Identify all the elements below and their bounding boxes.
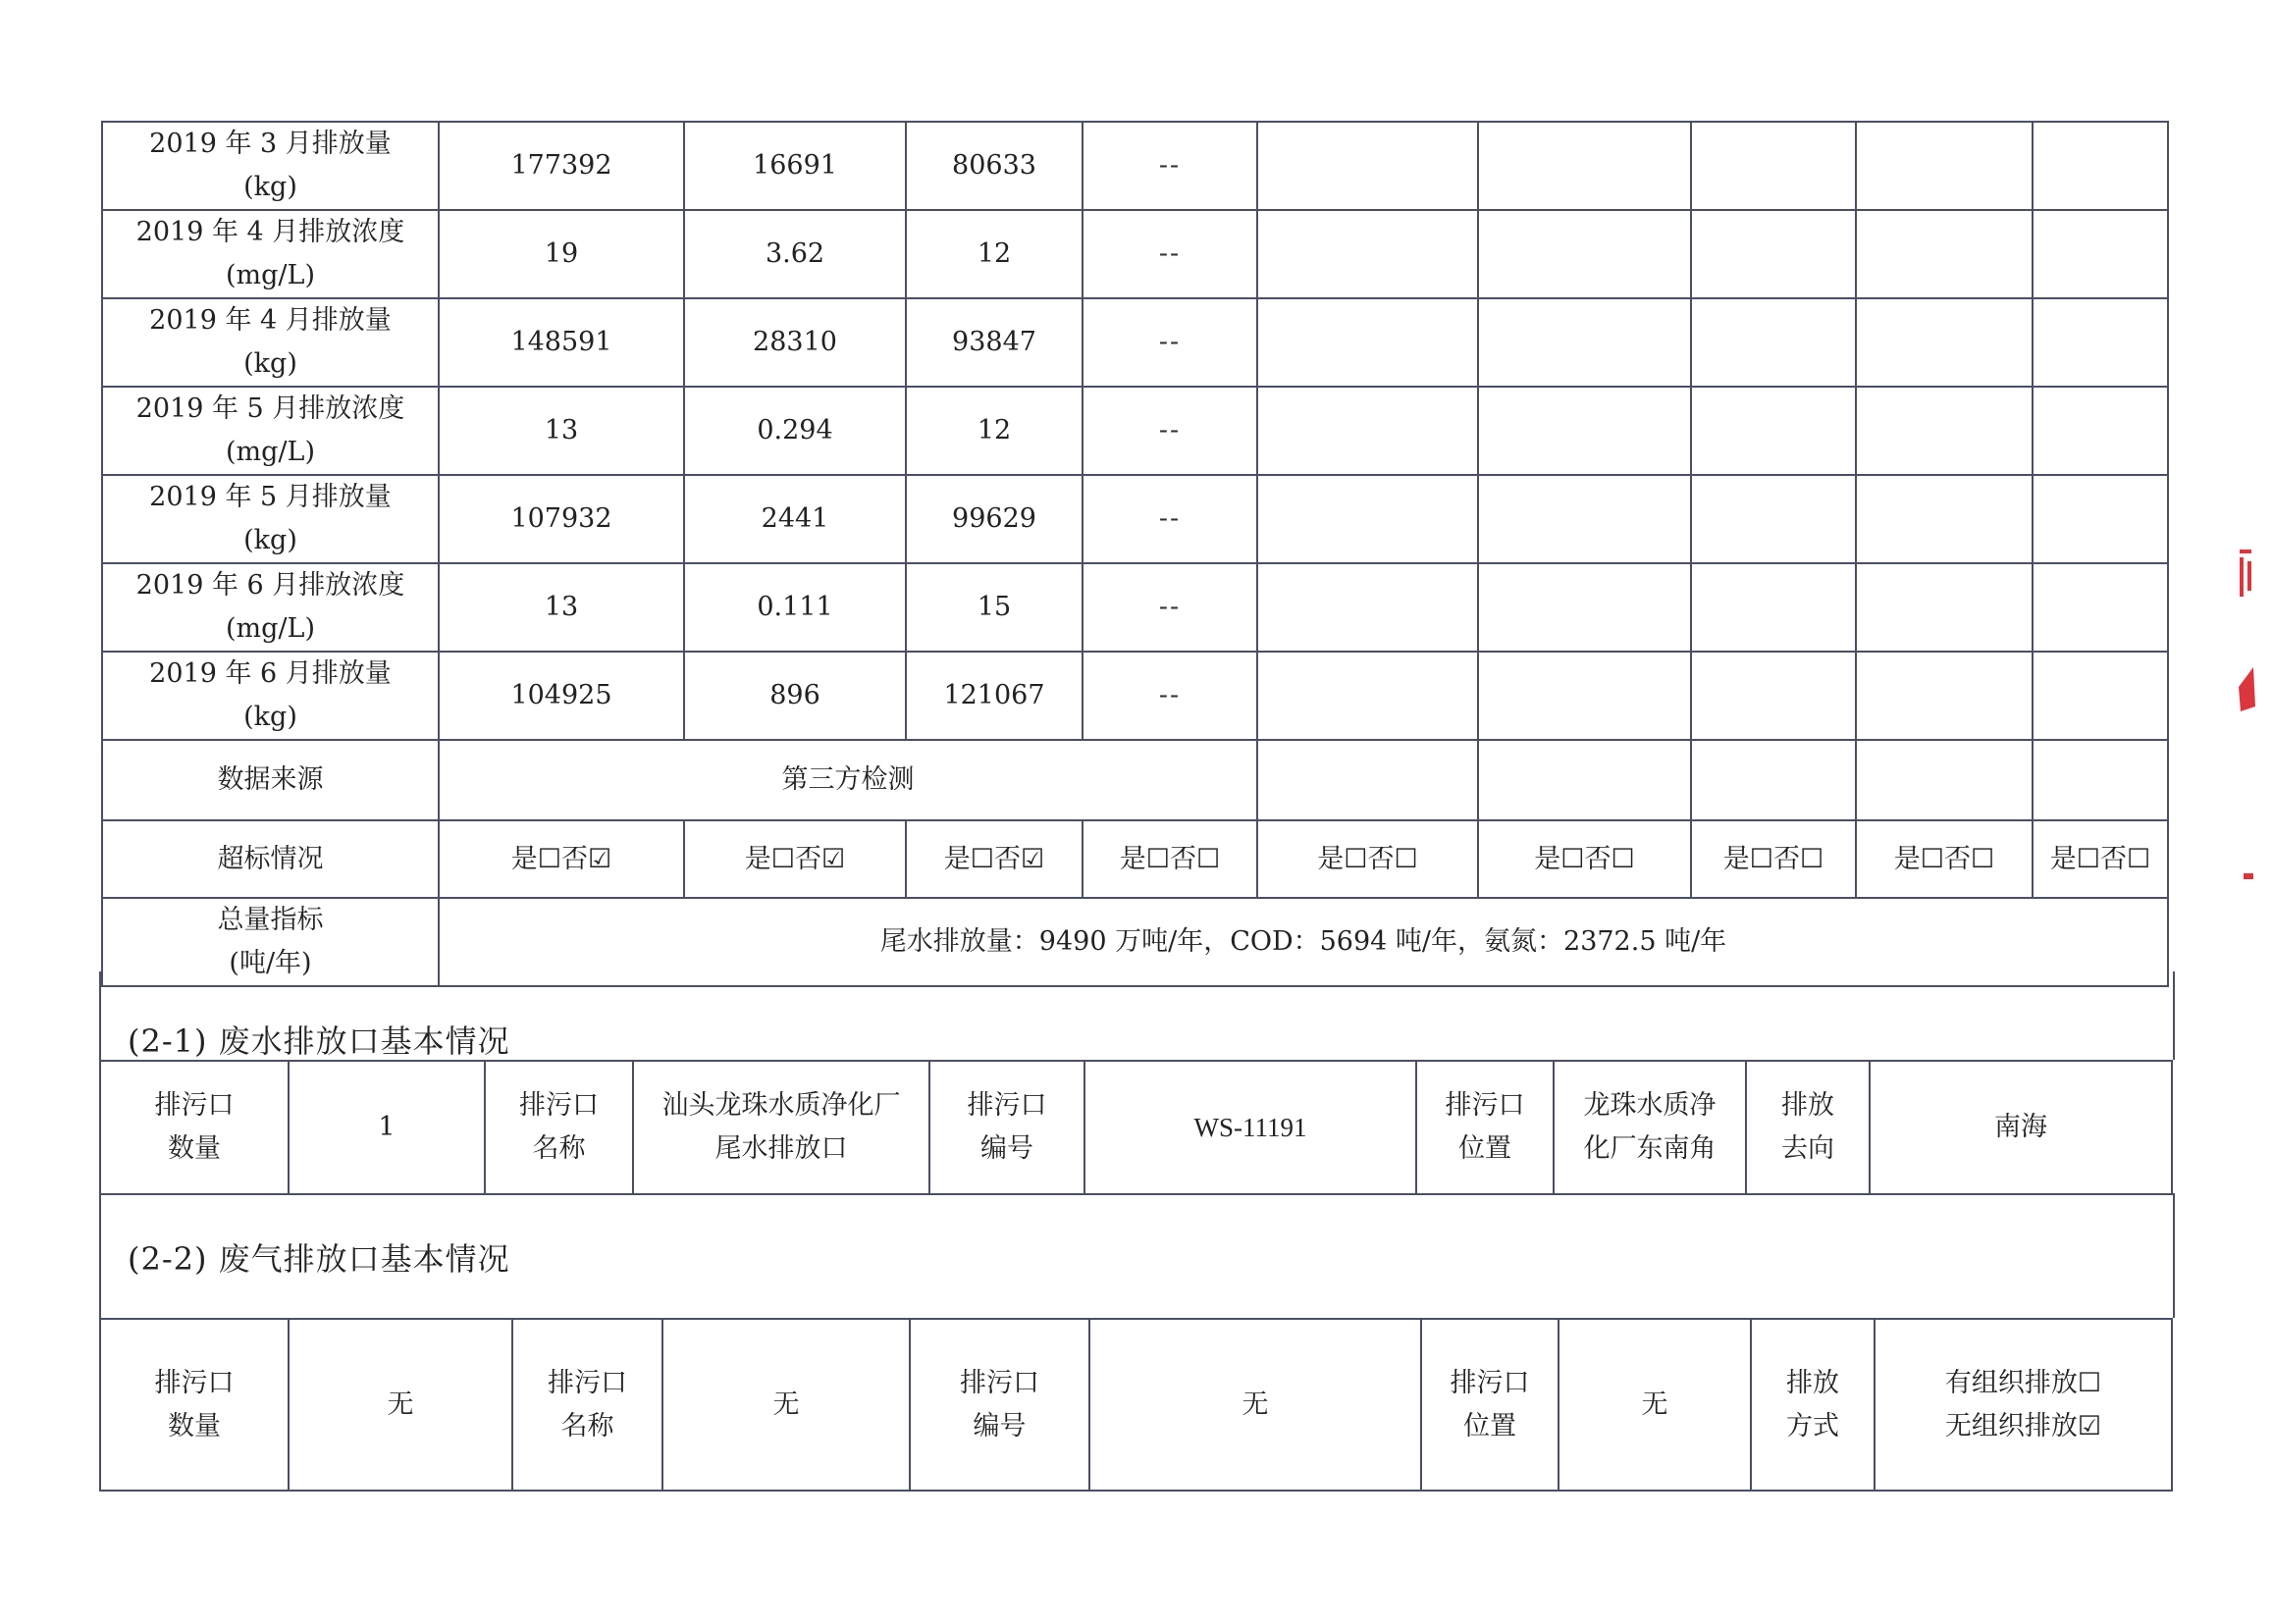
- data-source-value: 第三方检测: [439, 740, 1257, 820]
- emission-row: [102, 387, 2168, 475]
- exceed-checkbox[interactable]: 是☐否☑: [439, 820, 684, 898]
- row-label: 2019 年 5 月排放浓度 (mg/L): [102, 387, 439, 475]
- data-source-label: 数据来源: [102, 740, 439, 820]
- empty-cell: [2033, 475, 2168, 563]
- exceed-checkbox[interactable]: 是☐否☑: [684, 820, 906, 898]
- value-cell: 16691: [684, 122, 906, 210]
- value-cell: 80633: [906, 122, 1083, 210]
- value-cell: 107932: [439, 475, 684, 563]
- row-label: 2019 年 5 月排放量 (kg): [102, 475, 439, 563]
- empty-cell: [1257, 652, 1478, 740]
- value-cell: 0.294: [684, 387, 906, 475]
- name-value: 无: [662, 1319, 910, 1491]
- empty-cell: [1478, 298, 1691, 387]
- empty-cell: [1478, 387, 1691, 475]
- empty-cell: [1691, 652, 1856, 740]
- wastewater-outlet-table: [99, 1060, 2173, 1195]
- value-cell: 148591: [439, 298, 684, 387]
- empty-cell: [1691, 387, 1856, 475]
- value-cell: --: [1083, 652, 1257, 740]
- name-value: 汕头龙珠水质净化厂 尾水排放口: [633, 1061, 929, 1194]
- empty-cell: [1478, 652, 1691, 740]
- code-label: 排污口 编号: [910, 1319, 1089, 1491]
- empty-cell: [1691, 475, 1856, 563]
- exhaust-outlet-table: [99, 1318, 2173, 1492]
- empty-cell: [2033, 563, 2168, 652]
- empty-cell: [1691, 298, 1856, 387]
- empty-cell: [2033, 298, 2168, 387]
- red-seal-fragment: [2236, 550, 2257, 883]
- value-cell: --: [1083, 210, 1257, 298]
- empty-cell: [1691, 122, 1856, 210]
- mode-value: [1875, 1319, 2172, 1491]
- empty-cell: [1257, 563, 1478, 652]
- row-label: 2019 年 6 月排放量 (kg): [102, 652, 439, 740]
- value-cell: --: [1083, 122, 1257, 210]
- value-cell: 28310: [684, 298, 906, 387]
- empty-cell: [2033, 122, 2168, 210]
- exceed-row: [102, 820, 2168, 898]
- data-source-row: [102, 740, 2168, 820]
- value-cell: 12: [906, 210, 1083, 298]
- empty-cell: [2033, 210, 2168, 298]
- value-cell: --: [1083, 387, 1257, 475]
- emission-row: [102, 563, 2168, 652]
- empty-cell: [1856, 387, 2033, 475]
- empty-cell: [1856, 122, 2033, 210]
- empty-cell: [1856, 210, 2033, 298]
- wastewater-section-title: (2-1) 废水排放口基本情况: [128, 1022, 510, 1060]
- exceed-checkbox[interactable]: 是☐否☑: [906, 820, 1083, 898]
- value-cell: 2441: [684, 475, 906, 563]
- total-value: 尾水排放量：9490 万吨/年，COD：5694 吨/年，氨氮：2372.5 吨/年: [439, 898, 2168, 986]
- value-cell: --: [1083, 298, 1257, 387]
- value-cell: 177392: [439, 122, 684, 210]
- mode-unorganized-checkbox[interactable]: 无组织排放☑: [1944, 1410, 2102, 1441]
- code-label: 排污口 编号: [929, 1061, 1084, 1194]
- name-label: 排污口 名称: [512, 1319, 662, 1491]
- empty-cell: [2033, 387, 2168, 475]
- value-cell: 13: [439, 563, 684, 652]
- empty-cell: [1257, 298, 1478, 387]
- value-cell: --: [1083, 563, 1257, 652]
- count-label: 排污口 数量: [100, 1319, 289, 1491]
- emission-row: [102, 122, 2168, 210]
- name-label: 排污口 名称: [485, 1061, 633, 1194]
- count-value: 无: [289, 1319, 512, 1491]
- row-label: 2019 年 3 月排放量 (kg): [102, 122, 439, 210]
- count-value: 1: [289, 1061, 485, 1194]
- empty-cell: [1856, 563, 2033, 652]
- empty-cell: [1478, 210, 1691, 298]
- emission-row: [102, 298, 2168, 387]
- mode-label: 排放 方式: [1751, 1319, 1875, 1491]
- empty-cell: [1257, 210, 1478, 298]
- exceed-checkbox[interactable]: 是☐否☐: [1083, 820, 1257, 898]
- code-value: WS-11191: [1084, 1061, 1416, 1194]
- empty-cell: [1691, 563, 1856, 652]
- value-cell: 93847: [906, 298, 1083, 387]
- value-cell: 12: [906, 387, 1083, 475]
- empty-cell: [2033, 652, 2168, 740]
- empty-cell: [1478, 122, 1691, 210]
- position-value: 龙珠水质净 化厂东南角: [1554, 1061, 1746, 1194]
- emission-row: [102, 652, 2168, 740]
- emissions-table: [101, 121, 2169, 987]
- empty-cell: [1691, 210, 1856, 298]
- total-label: 总量指标 (吨/年): [102, 898, 439, 986]
- exceed-checkbox[interactable]: 是☐否☐: [1478, 820, 1691, 898]
- value-cell: 104925: [439, 652, 684, 740]
- direction-value: 南海: [1870, 1061, 2172, 1194]
- exceed-checkbox[interactable]: 是☐否☐: [2033, 820, 2168, 898]
- empty-cell: [1856, 475, 2033, 563]
- row-label: 2019 年 6 月排放浓度 (mg/L): [102, 563, 439, 652]
- emission-row: [102, 210, 2168, 298]
- code-value: 无: [1089, 1319, 1421, 1491]
- position-label: 排污口 位置: [1421, 1319, 1559, 1491]
- emission-row: [102, 475, 2168, 563]
- direction-label: 排放 去向: [1746, 1061, 1870, 1194]
- value-cell: 0.111: [684, 563, 906, 652]
- empty-cell: [1478, 475, 1691, 563]
- value-cell: 19: [439, 210, 684, 298]
- empty-cell: [1257, 122, 1478, 210]
- position-value: 无: [1559, 1319, 1751, 1491]
- empty-cell: [1257, 475, 1478, 563]
- exhaust-section-title: (2-2) 废气排放口基本情况: [128, 1240, 510, 1278]
- exceed-checkbox[interactable]: 是☐否☐: [1257, 820, 1478, 898]
- exceed-label: 超标情况: [102, 820, 439, 898]
- row-label: 2019 年 4 月排放浓度 (mg/L): [102, 210, 439, 298]
- value-cell: 99629: [906, 475, 1083, 563]
- empty-cell: [1856, 652, 2033, 740]
- exceed-checkbox[interactable]: 是☐否☐: [1856, 820, 2033, 898]
- exceed-checkbox[interactable]: 是☐否☐: [1691, 820, 1856, 898]
- row-label: 2019 年 4 月排放量 (kg): [102, 298, 439, 387]
- position-label: 排污口 位置: [1416, 1061, 1554, 1194]
- value-cell: 3.62: [684, 210, 906, 298]
- value-cell: --: [1083, 475, 1257, 563]
- mode-organized-checkbox[interactable]: 有组织排放☐: [1944, 1367, 2102, 1398]
- value-cell: 13: [439, 387, 684, 475]
- count-label: 排污口 数量: [100, 1061, 289, 1194]
- value-cell: 15: [906, 563, 1083, 652]
- empty-cell: [1257, 387, 1478, 475]
- empty-cell: [1856, 298, 2033, 387]
- empty-cell: [1478, 563, 1691, 652]
- value-cell: 896: [684, 652, 906, 740]
- value-cell: 121067: [906, 652, 1083, 740]
